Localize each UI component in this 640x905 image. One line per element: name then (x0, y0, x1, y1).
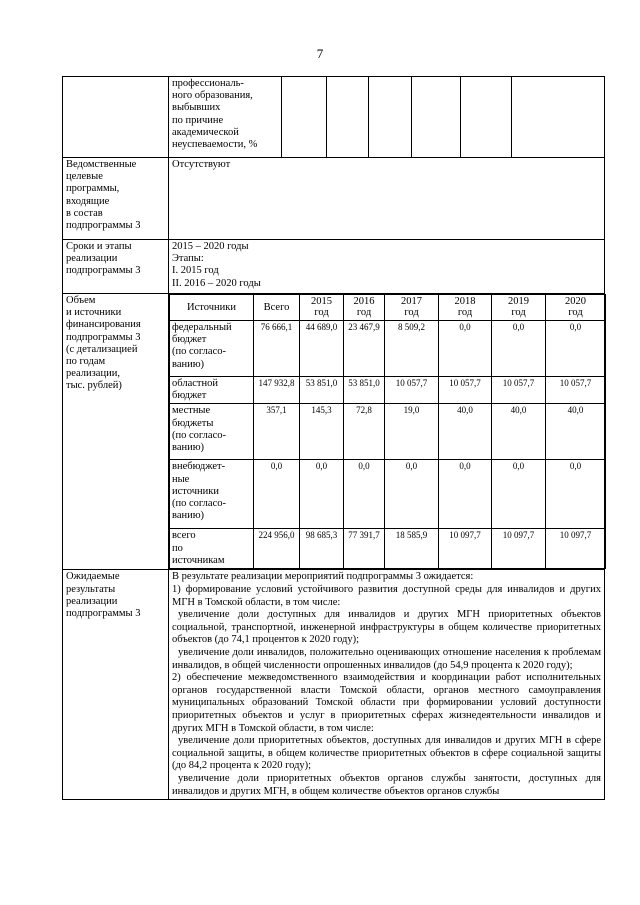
value-cell: 44 689,0 (300, 321, 344, 377)
expected-paragraph: увеличение доли приоритетных объектов органов службы занятости, доступных для инвалидов и других МГН, в общем количестве объектов органов службы (172, 772, 601, 797)
value-cell: 357,1 (254, 404, 300, 460)
value-cell: 19,0 (385, 404, 439, 460)
source-name: федеральный бюджет (по согласо- ванию) (170, 321, 254, 377)
value-cell: 145,3 (300, 404, 344, 460)
terms-row (63, 240, 605, 294)
source-name: внебюджет- ные источники (по согласо- ванию) (170, 460, 254, 529)
value-cell: 147 932,8 (254, 377, 300, 404)
value-cell: 224 956,0 (254, 529, 300, 569)
expected-paragraph: 2) обеспечение межведомственного взаимодействия и координации работ исполнительных органов государственной власти Томской области, органов местного самоуправления муниципальных образований Томской области при формировании условий доступности приоритетных объектов и услуг в приоритетных сферах жизнедеятельности инвалидов и других МГН в Томской области, в том числе: (172, 672, 601, 734)
source-name: областной бюджет (170, 377, 254, 404)
value-cell: 10 057,7 (492, 377, 546, 404)
terms-value (169, 240, 605, 294)
value-cell: 10 097,7 (492, 529, 546, 569)
indicator-text: профессиональ- ного образования, выбывших по причине академической неуспеваемости, % (172, 78, 258, 151)
value-cell: 0,0 (492, 460, 546, 529)
value-cell: 40,0 (492, 404, 546, 460)
header-year: 2017 год (385, 295, 439, 321)
indicator-value-cell (511, 77, 604, 157)
value-cell: 98 685,3 (300, 529, 344, 569)
expected-text (169, 570, 605, 800)
header-year: 2016 год (344, 295, 385, 321)
value-cell: 40,0 (546, 404, 606, 460)
departmental-value: Отсутствуют (169, 158, 605, 240)
header-year: 2020 год (546, 295, 606, 321)
expected-paragraph: увеличение доли приоритетных объектов, доступных для инвалидов и других МГН в сфере социальной защиты, в общем количестве приоритетных объектов в сфере социальной защиты (до 84,2 процента к 2020 году); (172, 735, 601, 772)
value-cell: 10 057,7 (439, 377, 492, 404)
value-cell: 53 851,0 (300, 377, 344, 404)
value-cell: 77 391,7 (344, 529, 385, 569)
header-year: 2018 год (439, 295, 492, 321)
value-cell: 40,0 (439, 404, 492, 460)
value-cell: 18 585,9 (385, 529, 439, 569)
financing-total-row (170, 529, 606, 569)
departmental-label: Ведомственные целевые программы, входящие в состав подпрограммы 3 (63, 158, 169, 240)
financing-data-row (170, 377, 606, 404)
value-cell: 10 057,7 (385, 377, 439, 404)
subprogram-passport-table (62, 76, 605, 800)
terms-line: I. 2015 год (172, 265, 219, 277)
expected-results-row (63, 570, 605, 800)
expected-paragraph: 1) формирование условий устойчивого развития доступной среды для инвалидов и других МГН в Томской области, в том числе: (172, 584, 601, 608)
value-cell: 0,0 (546, 460, 606, 529)
financing-table-cell (169, 294, 605, 570)
empty-label-cell (63, 77, 169, 158)
value-cell: 0,0 (492, 321, 546, 377)
financing-row (63, 294, 605, 570)
value-cell: 8 509,2 (385, 321, 439, 377)
expected-paragraph: увеличение доли инвалидов, положительно оценивающих отношение населения к проблемам инвалидов, в общей численности опрошенных инвалидов (до 54,9 процента к 2020 году); (172, 646, 601, 671)
value-cell: 0,0 (344, 460, 385, 529)
expected-label: Ожидаемые результаты реализации подпрограммы 3 (63, 570, 169, 800)
header-year: 2015 год (300, 295, 344, 321)
indicator-value-cell (281, 77, 326, 157)
financing-label: Объем и источники финансирования подпрограммы 3 (с детализацией по годам реализации, тыс. рублей) (63, 294, 169, 570)
financing-table (169, 294, 606, 569)
financing-header-row (170, 295, 606, 321)
indicator-value-cell (460, 77, 511, 157)
value-cell: 0,0 (385, 460, 439, 529)
value-cell: 0,0 (546, 321, 606, 377)
expected-paragraph: В результате реализации мероприятий подпрограммы 3 ожидается: (172, 571, 474, 583)
indicator-value-cell (411, 77, 460, 157)
expected-paragraph: увеличение доли доступных для инвалидов и других МГН приоритетных объектов социальной, транспортной, инженерной инфраструктуры в общем количестве приоритетных объектов (до 74,1 процентов к 2020 году); (172, 609, 601, 646)
value-cell: 10 097,7 (546, 529, 606, 569)
value-cell: 0,0 (300, 460, 344, 529)
value-cell: 76 666,1 (254, 321, 300, 377)
terms-label: Сроки и этапы реализации подпрограммы 3 (63, 240, 169, 294)
financing-data-row (170, 404, 606, 460)
indicator-value-cell (368, 77, 411, 157)
value-cell: 0,0 (439, 460, 492, 529)
financing-data-row (170, 321, 606, 377)
value-cell: 23 467,9 (344, 321, 385, 377)
indicator-continuation-row (63, 77, 605, 158)
page-number: 7 (316, 46, 324, 61)
value-cell: 10 057,7 (546, 377, 606, 404)
terms-line: II. 2016 – 2020 годы (172, 277, 261, 289)
value-cell: 72,8 (344, 404, 385, 460)
indicator-cells (169, 77, 605, 158)
value-cell: 10 097,7 (439, 529, 492, 569)
header-year: 2019 год (492, 295, 546, 321)
value-cell: 0,0 (254, 460, 300, 529)
header-sources: Источники (170, 295, 254, 321)
financing-data-row (170, 460, 606, 529)
header-total: Всего (254, 295, 300, 321)
terms-line: 2015 – 2020 годы (172, 241, 249, 252)
value-cell: 53 851,0 (344, 377, 385, 404)
indicator-value-cell (326, 77, 368, 157)
value-cell: 0,0 (439, 321, 492, 377)
source-name: всего по источникам (170, 529, 254, 569)
source-name: местные бюджеты (по согласо- ванию) (170, 404, 254, 460)
terms-line: Этапы: (172, 253, 204, 265)
departmental-programs-row (63, 158, 605, 240)
